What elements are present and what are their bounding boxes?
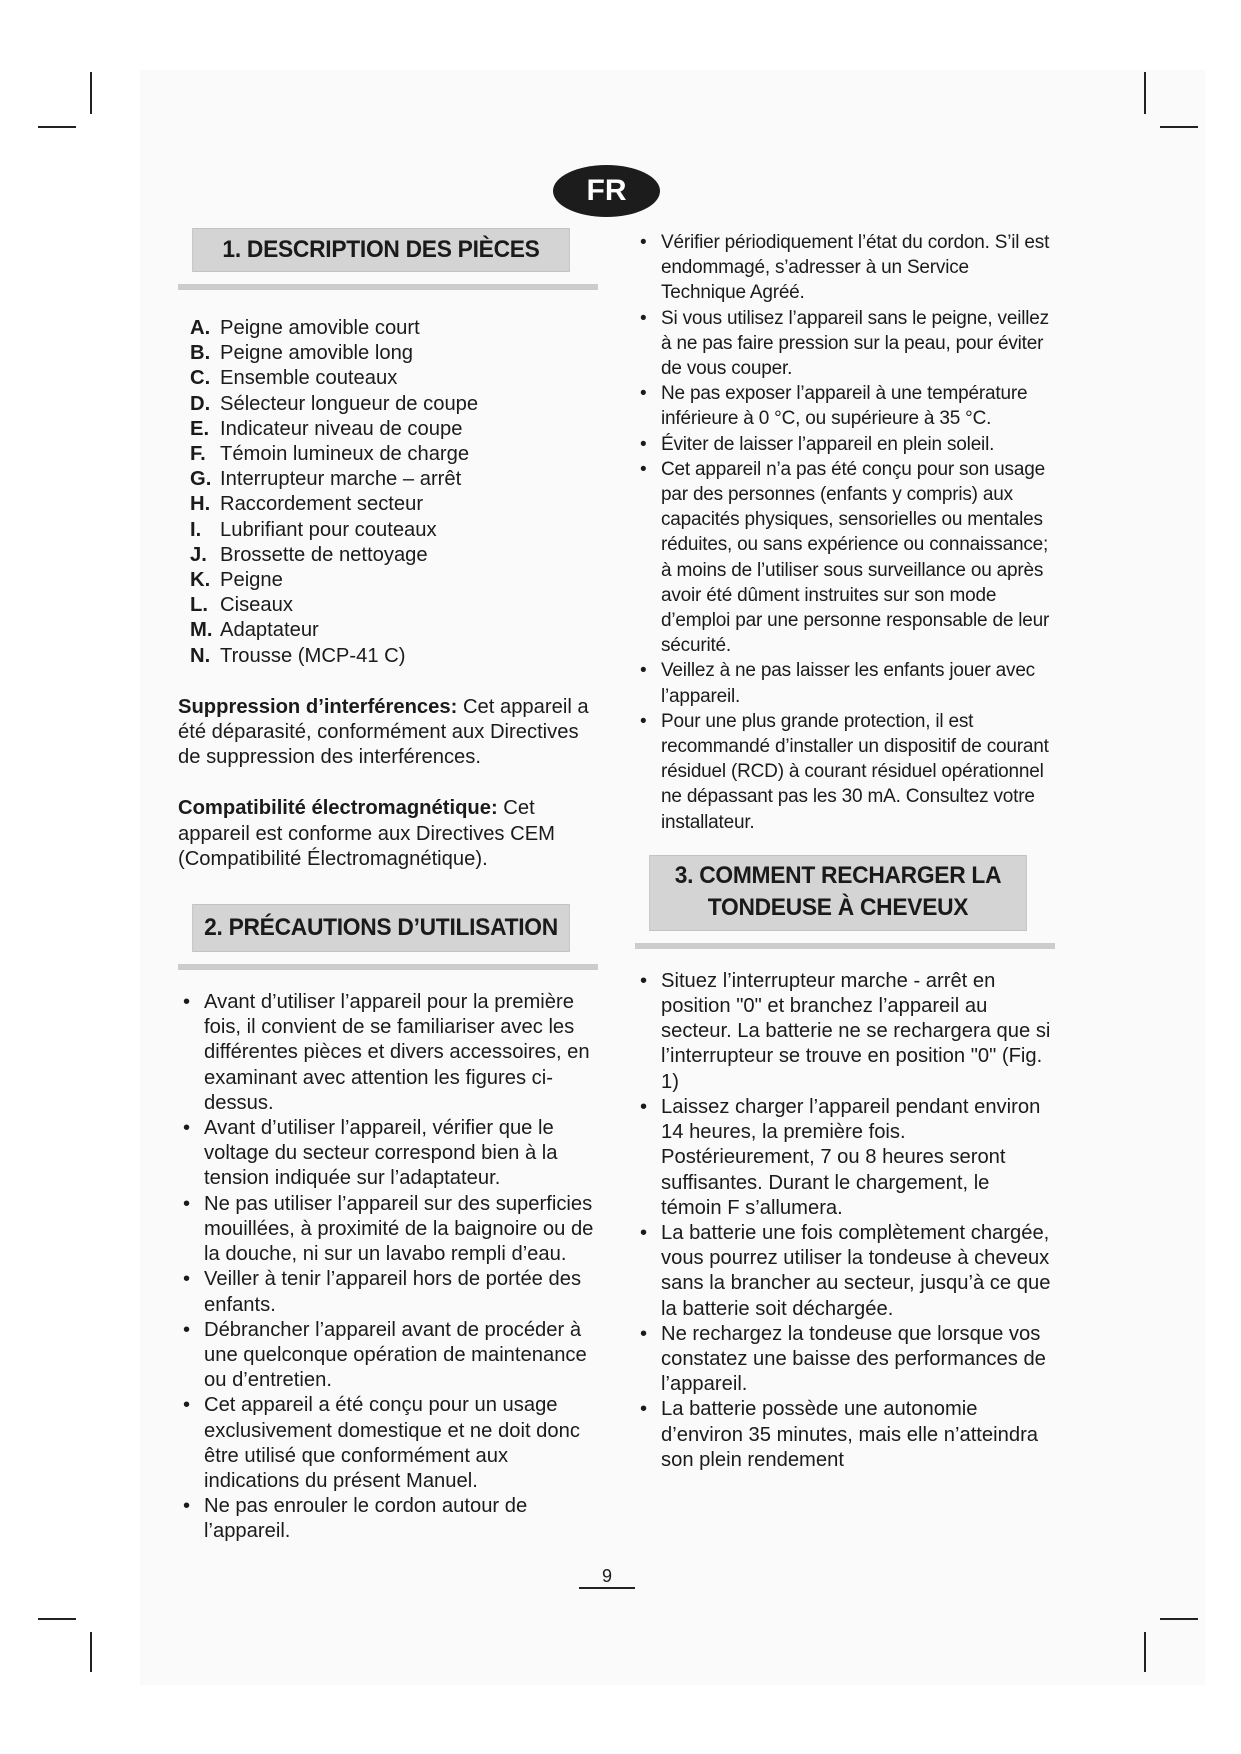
bullet-icon: • [640, 433, 647, 455]
interference-label: Suppression d’interférences: [178, 695, 458, 718]
interference-text: Cet appareil a été déparasité, conformément aux Directives de suppression des interférences. [178, 695, 589, 769]
bullet-icon: • [640, 232, 647, 253]
bullet-item [635, 1221, 1055, 1322]
part-letter: A. [190, 317, 211, 339]
left-column [178, 228, 598, 1545]
bullet-text: Situez l’interrupteur marche - arrêt en position "0" et branchez l’appareil au secteur. La batterie ne se rechargera que si l’interrupteur se trouve en position "0" (Fig. 1) [661, 969, 1051, 1093]
bullet-text: Débrancher l’appareil avant de procéder à une quelconque opération de maintenance ou d’entretien. [204, 1318, 587, 1392]
part-label: Interrupteur marche – arrêt [220, 468, 462, 491]
crop-mark-bottom-left-h [38, 1618, 76, 1620]
part-item [190, 366, 598, 391]
bullet-icon: • [640, 1095, 648, 1118]
precautions-list [178, 990, 598, 1544]
bullet-text: Ne pas utiliser l’appareil sur des superficies mouillées, à proximité de la baignoire ou de la douche, ni sur un lavabo rempli d’eau. [204, 1192, 594, 1266]
bullet-item [178, 1494, 598, 1544]
emc-text: Cet appareil est conforme aux Directives CEM (Compatibilité Électromagnétique). [178, 797, 555, 870]
bullet-item [635, 306, 1055, 382]
bullet-icon: • [640, 1221, 648, 1244]
part-item [190, 618, 598, 643]
crop-mark-top-left-h [38, 126, 76, 128]
crop-mark-bottom-right-h [1160, 1618, 1198, 1620]
part-item [190, 467, 598, 492]
part-item [190, 392, 598, 417]
part-item [190, 442, 598, 467]
section-2-underline [178, 964, 598, 970]
part-label: Témoin lumineux de charge [220, 443, 470, 466]
bullet-icon: • [183, 1192, 191, 1215]
part-item [190, 417, 598, 442]
language-badge: FR [553, 165, 660, 217]
bullet-item [635, 1397, 1055, 1473]
bullet-text: Laissez charger l’appareil pendant environ 14 heures, la première fois. Postérieurement, 7 ou 8 heures seront suffisantes. Durant le chargement, le témoin F s’allumera. [661, 1095, 1041, 1219]
bullet-icon: • [640, 660, 647, 682]
part-letter: M. [190, 619, 213, 642]
part-label: Trousse (MCP-41 C) [220, 644, 406, 667]
crop-mark-top-right-h [1160, 126, 1198, 128]
emc-label: Compatibilité électromagnétique: [178, 797, 498, 820]
crop-mark-bottom-left-v [90, 1632, 92, 1672]
bullet-item [178, 1192, 598, 1268]
bullet-icon: • [183, 1394, 191, 1417]
part-item [190, 518, 598, 543]
bullet-text: La batterie possède une autonomie d’environ 35 minutes, mais elle n’atteindra son plein rendement [661, 1398, 1039, 1471]
part-letter: I. [190, 518, 202, 541]
part-item [190, 568, 598, 593]
section-2-heading: 2. PRÉCAUTIONS D’UTILISATION [192, 904, 570, 952]
bullet-item [635, 381, 1055, 431]
part-letter: D. [190, 392, 211, 415]
bullet-item [178, 1318, 598, 1394]
part-item [190, 316, 598, 341]
bullet-item [178, 1116, 598, 1192]
part-label: Peigne amovible court [220, 317, 420, 339]
bullet-item [635, 230, 1055, 306]
interference-paragraph [178, 695, 598, 771]
bullet-icon: • [183, 1268, 191, 1291]
part-label: Ciseaux [220, 594, 293, 617]
bullet-icon: • [183, 1495, 191, 1518]
bullet-text: Si vous utilisez l’appareil sans le peigne, veillez à ne pas faire pression sur la peau, pour éviter de vous couper. [661, 307, 1049, 380]
recharge-list [635, 969, 1055, 1473]
bullet-text: Pour une plus grande protection, il est recommandé d’installer un dispositif de courant résiduel (RCD) à courant résiduel opérationnel ne dépassant pas les 30 mA. Consultez votre installateur. [661, 710, 1049, 833]
part-letter: E. [190, 417, 210, 440]
bullet-text: Avant d’utiliser l’appareil, vérifier que le voltage du secteur correspond bien à la tension indiquée sur l’adaptateur. [204, 1117, 558, 1190]
section-3-title-line-1: 3. COMMENT RECHARGER LA [674, 861, 1002, 889]
bullet-item [178, 1393, 598, 1494]
crop-mark-top-left-v [90, 72, 92, 114]
bullet-text: Avant d’utiliser l’appareil pour la première fois, il convient de se familiariser avec les différentes pièces et divers accessoires, en examinant avec attention les figures ci-dessus. [204, 991, 590, 1114]
part-letter: N. [190, 644, 211, 667]
part-label: Lubrifiant pour couteaux [220, 518, 437, 541]
section-3-heading [649, 855, 1027, 931]
bullet-icon: • [183, 991, 191, 1014]
bullet-icon: • [640, 710, 647, 732]
part-letter: J. [190, 543, 207, 566]
bullet-text: Vérifier périodiquement l’état du cordon. S’il est endommagé, s’adresser à un Service Technique Agréé. [661, 232, 1050, 304]
bullet-text: Cet appareil a été conçu pour un usage exclusivement domestique et ne doit donc être utilisé que conformément aux indications du présent Manuel. [204, 1394, 580, 1492]
section-1-heading: 1. DESCRIPTION DES PIÈCES [192, 228, 570, 272]
crop-mark-bottom-right-v [1144, 1632, 1146, 1672]
bullet-icon: • [183, 1117, 191, 1140]
section-3-underline [635, 943, 1055, 949]
page-number: 9 [579, 1565, 635, 1589]
part-item [190, 492, 598, 517]
bullet-icon: • [640, 1322, 648, 1345]
part-letter: C. [190, 367, 211, 390]
part-label: Raccordement secteur [220, 493, 424, 516]
emc-paragraph [178, 796, 598, 872]
part-label: Sélecteur longueur de coupe [220, 392, 479, 415]
bullet-item [178, 1267, 598, 1317]
bullet-item [635, 457, 1055, 659]
part-label: Peigne [220, 569, 283, 592]
bullet-text: La batterie une fois complètement chargée, vous pourrez utiliser la tondeuse à cheveux sans la brancher au secteur, jusqu’à ce que la batterie soit déchargée. [661, 1221, 1051, 1320]
bullet-icon: • [640, 307, 647, 329]
section-1-underline [178, 284, 598, 290]
bullet-item [635, 1322, 1055, 1398]
part-letter: F. [190, 443, 206, 466]
right-column [635, 230, 1055, 1473]
bullet-item [635, 969, 1055, 1095]
bullet-text: Cet appareil n’a pas été conçu pour son usage par des personnes (enfants y compris) aux capacités physiques, sensorielles ou mentales réduites, ou sans expérience ou connaissance; à moins de l’utiliser sous surveillance ou après avoir été dûment instruites sur son mode d’emploi par une personne responsable de leur sécurité. [661, 458, 1050, 657]
part-letter: H. [190, 493, 211, 516]
part-label: Ensemble couteaux [220, 367, 398, 390]
bullet-text: Éviter de laisser l’appareil en plein soleil. [661, 433, 995, 455]
section-3-title-line-2: TONDEUSE À CHEVEUX [707, 893, 969, 921]
bullet-text: Ne rechargez la tondeuse que lorsque vos constatez une baisse des performances de l’appareil. [661, 1322, 1046, 1396]
bullet-icon: • [640, 1398, 648, 1421]
part-letter: L. [190, 594, 208, 617]
bullet-icon: • [183, 1318, 191, 1341]
part-label: Brossette de nettoyage [220, 543, 428, 566]
part-item [190, 543, 598, 568]
part-letter: B. [190, 342, 211, 365]
bullet-text: Veiller à tenir l’appareil hors de portée des enfants. [204, 1268, 582, 1316]
bullet-text: Ne pas exposer l’appareil à une température inférieure à 0 °C, ou supérieure à 35 °C. [661, 383, 1028, 430]
bullet-icon: • [640, 458, 647, 480]
part-label: Adaptateur [220, 619, 319, 642]
part-item [190, 593, 598, 618]
bullet-item [635, 658, 1055, 708]
bullet-icon: • [640, 383, 647, 405]
bullet-item [178, 990, 598, 1116]
bullet-item [635, 709, 1055, 835]
bullet-text: Ne pas enrouler le cordon autour de l’appareil. [204, 1495, 528, 1543]
precautions-list-continued [635, 230, 1055, 835]
part-item [190, 341, 598, 366]
bullet-text: Veillez à ne pas laisser les enfants jouer avec l’appareil. [661, 660, 1035, 707]
crop-mark-top-right-v [1144, 72, 1146, 114]
bullet-item [635, 1095, 1055, 1221]
bullet-icon: • [640, 969, 648, 992]
part-label: Indicateur niveau de coupe [220, 417, 463, 440]
part-item [190, 644, 598, 669]
bullet-item [635, 432, 1055, 457]
parts-list [190, 316, 598, 669]
part-letter: G. [190, 468, 212, 491]
part-label: Peigne amovible long [220, 342, 414, 365]
part-letter: K. [190, 569, 211, 592]
